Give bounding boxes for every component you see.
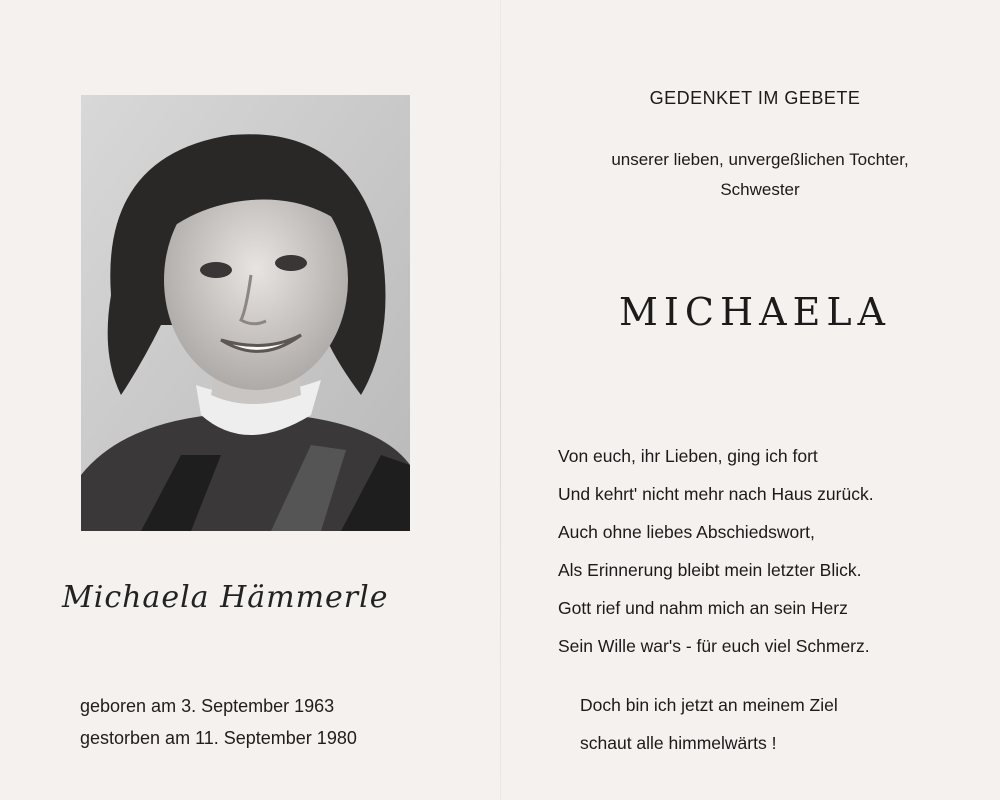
poem (558, 437, 874, 665)
dedication-line-2: Schwester (720, 180, 800, 199)
poem-line: Gott rief und nahm mich an sein Herz (558, 598, 848, 618)
poem-line: Und kehrt' nicht mehr nach Haus zurück. (558, 484, 874, 504)
poem-line: Von euch, ihr Lieben, ging ich fort (558, 446, 818, 466)
closing-line: Doch bin ich jetzt an meinem Ziel (580, 695, 838, 715)
dedication (520, 145, 1000, 205)
card-fold (500, 0, 501, 800)
birth-date: geboren am 3. September 1963 (80, 696, 335, 716)
portrait-photo (81, 95, 410, 531)
closing-line: schaut alle himmelwärts ! (580, 733, 777, 753)
deceased-full-name: Michaela Hämmerle (62, 580, 389, 615)
first-name-title: MICHAELA (619, 290, 891, 334)
death-date: gestorben am 11. September 1980 (80, 728, 357, 748)
poem-line: Auch ohne liebes Abschiedswort, (558, 522, 815, 542)
poem-line: Sein Wille war's - für euch viel Schmerz. (558, 636, 870, 656)
life-dates (80, 690, 357, 754)
dedication-line-1: unserer lieben, unvergeßlichen Tochter, (611, 150, 909, 169)
poem-line: Als Erinnerung bleibt mein letzter Blick. (558, 560, 862, 580)
portrait-drawing (81, 95, 410, 531)
memorial-heading: GEDENKET IM GEBETE (649, 88, 861, 108)
closing-verse (580, 686, 838, 762)
